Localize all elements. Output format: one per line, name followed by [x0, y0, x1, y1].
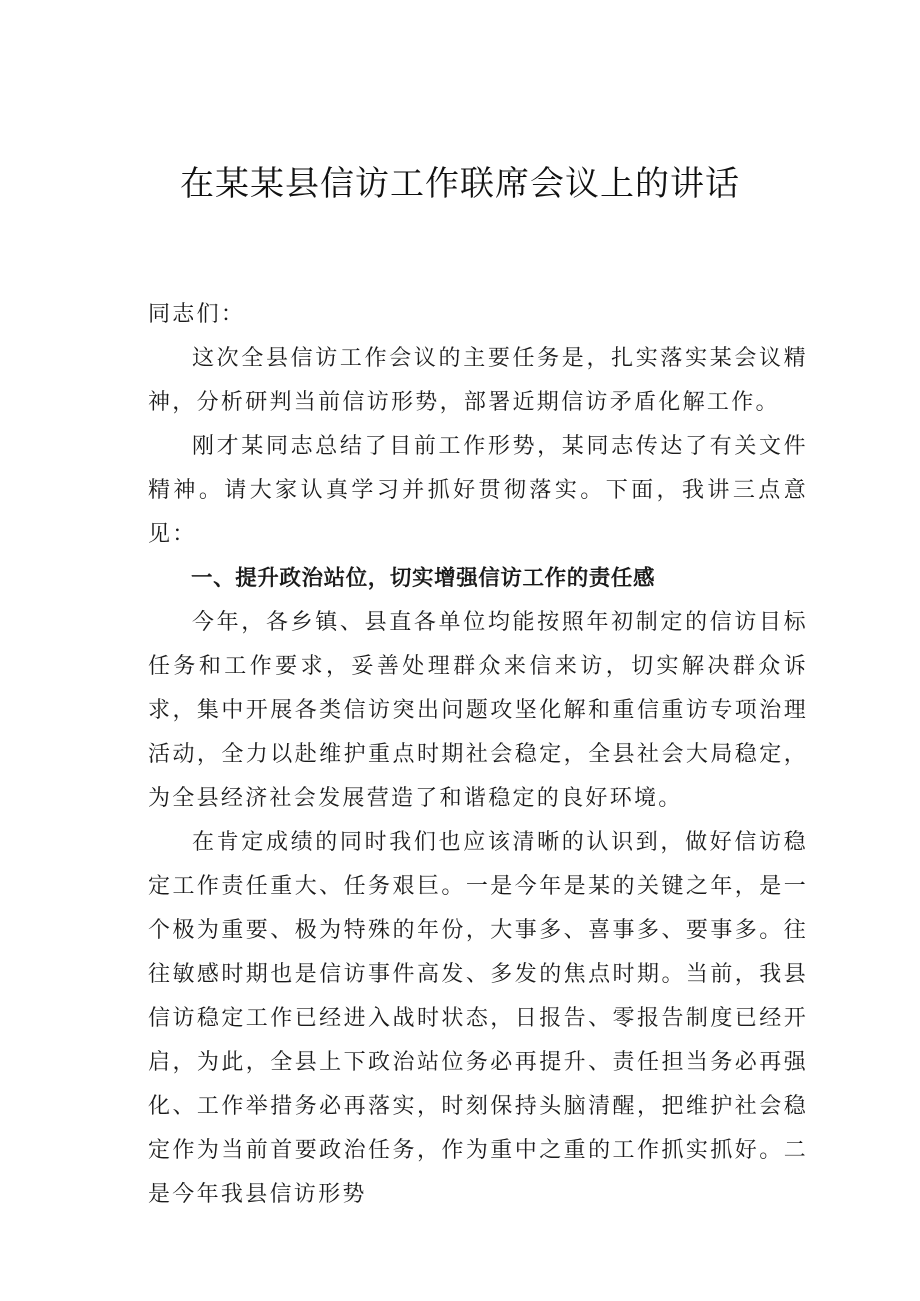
salutation: 同志们： [148, 302, 246, 327]
paragraph-challenges: 在肯定成绩的同时我们也应该清晰的认识到，做好信访稳定工作责任重大、任务艰巨。一是今年是某的关键之年，是一个极为重要、极为特殊的年份，大事多、喜事多、要事多。往往敏感时期也是信访事件高发、多发的焦点时期。当前，我县信访稳定工作已经进入战时状态，日报告、零报告制度已经开启，为此，全县上下政治站位务必再提升、责任担当务必再强化、工作举措务必再落实，时刻保持头脑清醒，把维护社会稳定作为当前首要政治任务，作为重中之重的工作抓实抓好。二是今年我县信访形势 [148, 830, 808, 1207]
paragraph-summary: 刚才某同志总结了目前工作形势，某同志传达了有关文件精神。请大家认真学习并抓好贯彻落实。下面，我讲三点意见： [148, 434, 808, 547]
paragraph-achievements: 今年，各乡镇、县直各单位均能按照年初制定的信访目标任务和工作要求，妥善处理群众来信来访，切实解决群众诉求，集中开展各类信访突出问题攻坚化解和重信重访专项治理活动，全力以赴维护重点时期社会稳定，全县社会大局稳定，为全县经济社会发展营造了和谐稳定的良好环境。 [148, 610, 808, 811]
document-body [148, 293, 808, 1217]
document-title: 在某某县信访工作联席会议上的讲话 [180, 164, 740, 204]
section-heading: 一、提升政治站位，切实增强信访工作的责任感 [191, 566, 656, 591]
paragraph-intro: 这次全县信访工作会议的主要任务是，扎实落实某会议精神，分析研判当前信访形势，部署近期信访矛盾化解工作。 [148, 346, 808, 415]
